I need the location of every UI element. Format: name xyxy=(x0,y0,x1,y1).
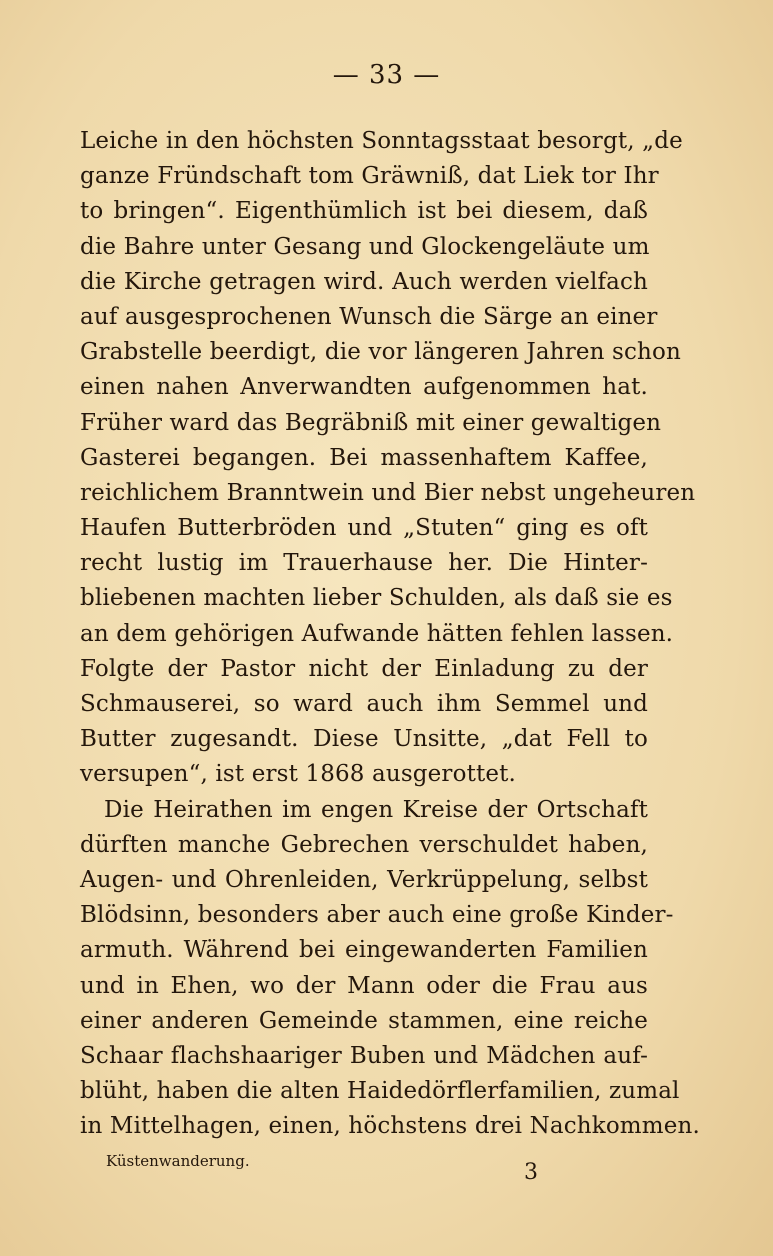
text-line: Grabstelle beerdigt, die vor längeren Jahren schon xyxy=(80,339,681,366)
text-line: Folgte der Pastor nicht der Einladung zu der xyxy=(80,655,648,682)
text-line: Butter zugesandt. Diese Unsitte, „dat Fell to xyxy=(80,726,648,753)
text-line: to bringen“. Eigenthümlich ist bei diesem, daß xyxy=(80,198,648,225)
text-line: einen nahen Anverwandten aufgenommen hat. xyxy=(80,374,648,401)
text-line: Schmauserei, so ward auch ihm Semmel und xyxy=(80,691,648,717)
page-number: — 33 — xyxy=(332,60,441,90)
text-line: ganze Fründschaft tom Gräwniß, dat Liek tor Ihr xyxy=(80,163,659,190)
text-line: Haufen Butterbröden und „Stuten“ ging es oft xyxy=(80,515,648,542)
text-line: Gasterei begangen. Bei massenhaftem Kaffee, xyxy=(80,444,648,471)
paragraph xyxy=(80,124,696,793)
text-line: auf ausgesprochenen Wunsch die Särge an einer xyxy=(80,303,658,330)
text-line: an dem gehörigen Aufwande hätten fehlen lassen. xyxy=(80,620,674,647)
text-line: Leiche in den höchsten Sonntagsstaat besorgt, „de xyxy=(80,128,683,154)
text-line: einer anderen Gemeinde stammen, eine reiche xyxy=(80,1007,648,1034)
text-line: armuth. Während bei eingewanderten Familien xyxy=(80,937,648,964)
text-line: Blödsinn, besonders aber auch eine große Kinder- xyxy=(80,902,674,929)
text-line: blüht, haben die alten Haidedörflerfamilien, zumal xyxy=(80,1078,680,1105)
text-line: versupen“, ist erst 1868 ausgerottet. xyxy=(80,761,516,788)
text-line: und in Ehen, wo der Mann oder die Frau aus xyxy=(80,972,648,999)
text-line: in Mittelhagen, einen, höchstens drei Nachkommen. xyxy=(80,1113,700,1140)
text-line: Früher ward das Begräbniß mit einer gewaltigen xyxy=(80,409,662,436)
signature-mark: Küstenwanderung. xyxy=(106,1152,250,1170)
text-line: dürften manche Gebrechen verschuldet haben, xyxy=(80,831,648,858)
text-line: Schaar flachshaariger Buben und Mädchen auf- xyxy=(80,1042,648,1069)
body-text xyxy=(80,124,700,1144)
text-line: recht lustig im Trauerhause her. Die Hinter- xyxy=(80,550,648,577)
text-line: die Bahre unter Gesang und Glockengeläute um xyxy=(80,233,650,260)
text-line: die Kirche getragen wird. Auch werden vielfach xyxy=(80,268,648,295)
text-line: Augen- und Ohrenleiden, Verkrüppelung, selbst xyxy=(80,866,648,893)
page-footer xyxy=(80,1150,648,1190)
sheet-number: 3 xyxy=(524,1160,538,1185)
paragraph xyxy=(80,793,700,1145)
text-line: bliebenen machten lieber Schulden, als daß sie es xyxy=(80,585,673,612)
text-line: reichlichem Branntwein und Bier nebst ungeheuren xyxy=(80,479,696,506)
text-line: Die Heirathen im engen Kreise der Ortschaft xyxy=(104,796,648,823)
